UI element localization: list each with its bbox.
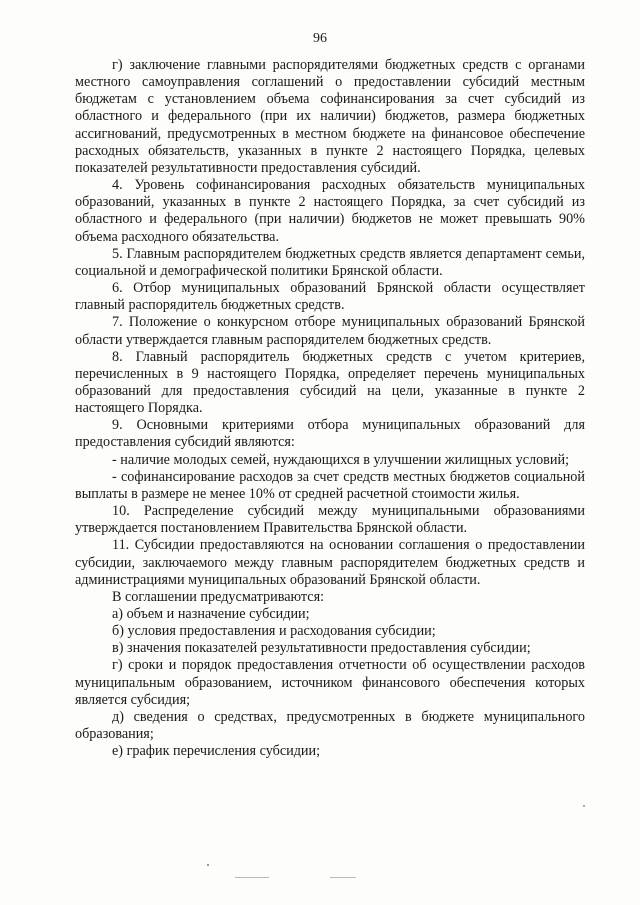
list-item-young-families: - наличие молодых семей, нуждающихся в улучшении жилищных условий; xyxy=(112,451,570,468)
list-item-e: д) сведения о средствах, предусмотренных в бюджете муниципального образования; xyxy=(75,708,585,743)
paragraph-competition-regulation: 7. Положение о конкурсном отборе муниципальных образований Брянской области утверждается главным распорядителем бюджетных средств. xyxy=(75,314,585,348)
list-item-d: г) сроки и порядок предоставления отчетности об осуществлении расходов муниципальным образованием, источником финансового обеспечения которых является субсидия; xyxy=(75,657,585,708)
paragraph-selection: 6. Отбор муниципальных образований Брянской области осуществляет главный распорядитель бюджетных средств. xyxy=(75,280,585,314)
paragraph-cofinancing-level: 4. Уровень софинансирования расходных обязательств муниципальных образований, указанных в пункте 2 настоящего Порядка, за счет субсидий из областного и федерального (при наличии) бюджетов не может превышать 90% объема расходного обязательства. xyxy=(75,177,585,245)
paragraph-municipality-list: 8. Главный распорядитель бюджетных средств с учетом критериев, перечисленных в 9 настоящего Порядка, определяет перечень муниципальных образований для предоставления субсидий на цели, указанные в пункте 2 настоящего Порядка. xyxy=(75,348,585,417)
paragraph-main-administrator: 5. Главным распорядителем бюджетных средств является департамент семьи, социальной и демографической политики Брянской области. xyxy=(75,245,585,279)
scan-artifact xyxy=(235,877,269,878)
paragraph-subsidy-agreements: г) заключение главными распорядителями бюджетных средств с органами местного самоуправления соглашений о предоставлении субсидий местным бюджетам с установлением объема софинансирования за счет субсидий из областного и федерального (при их наличии) бюджетов, размера бюджетных ассигнований, предусмотренных в местном бюджете на финансовое обеспечение расходных обязательств, указанных в пункте 2 настоящего Порядка, целевых показателей результативности предоставления субсидий. xyxy=(75,57,585,176)
paragraph-agreement-basis: 11. Субсидии предоставляются на основании соглашения о предоставлении субсидии, заключаемого между главным распорядителем бюджетных средств и администрациями муниципальных образований Брянской области. xyxy=(75,537,585,588)
scan-artifact xyxy=(583,805,585,807)
paragraph-agreement-contents: В соглашении предусматриваются: xyxy=(112,588,325,605)
list-item-c: в) значения показателей результативности предоставления субсидии; xyxy=(112,640,531,657)
list-item-cofinancing: - софинансирование расходов за счет средств местных бюджетов социальной выплаты в размере не менее 10% от средней расчетной стоимости жилья. xyxy=(75,468,585,502)
scan-artifact xyxy=(207,864,209,866)
paragraph-selection-criteria: 9. Основными критериями отбора муниципальных образований для предоставления субсидий являются: xyxy=(75,417,585,451)
list-item-b: б) условия предоставления и расходования субсидии; xyxy=(112,623,436,640)
scan-artifact xyxy=(330,877,356,878)
document-body xyxy=(75,57,585,760)
paragraph-distribution: 10. Распределение субсидий между муниципальными образованиями утверждается постановлением Правительства Брянской области. xyxy=(75,503,585,537)
page-number: 96 xyxy=(313,31,327,46)
list-item-a: а) объем и назначение субсидии; xyxy=(112,606,310,622)
list-item-f: е) график перечисления субсидии; xyxy=(112,743,321,760)
